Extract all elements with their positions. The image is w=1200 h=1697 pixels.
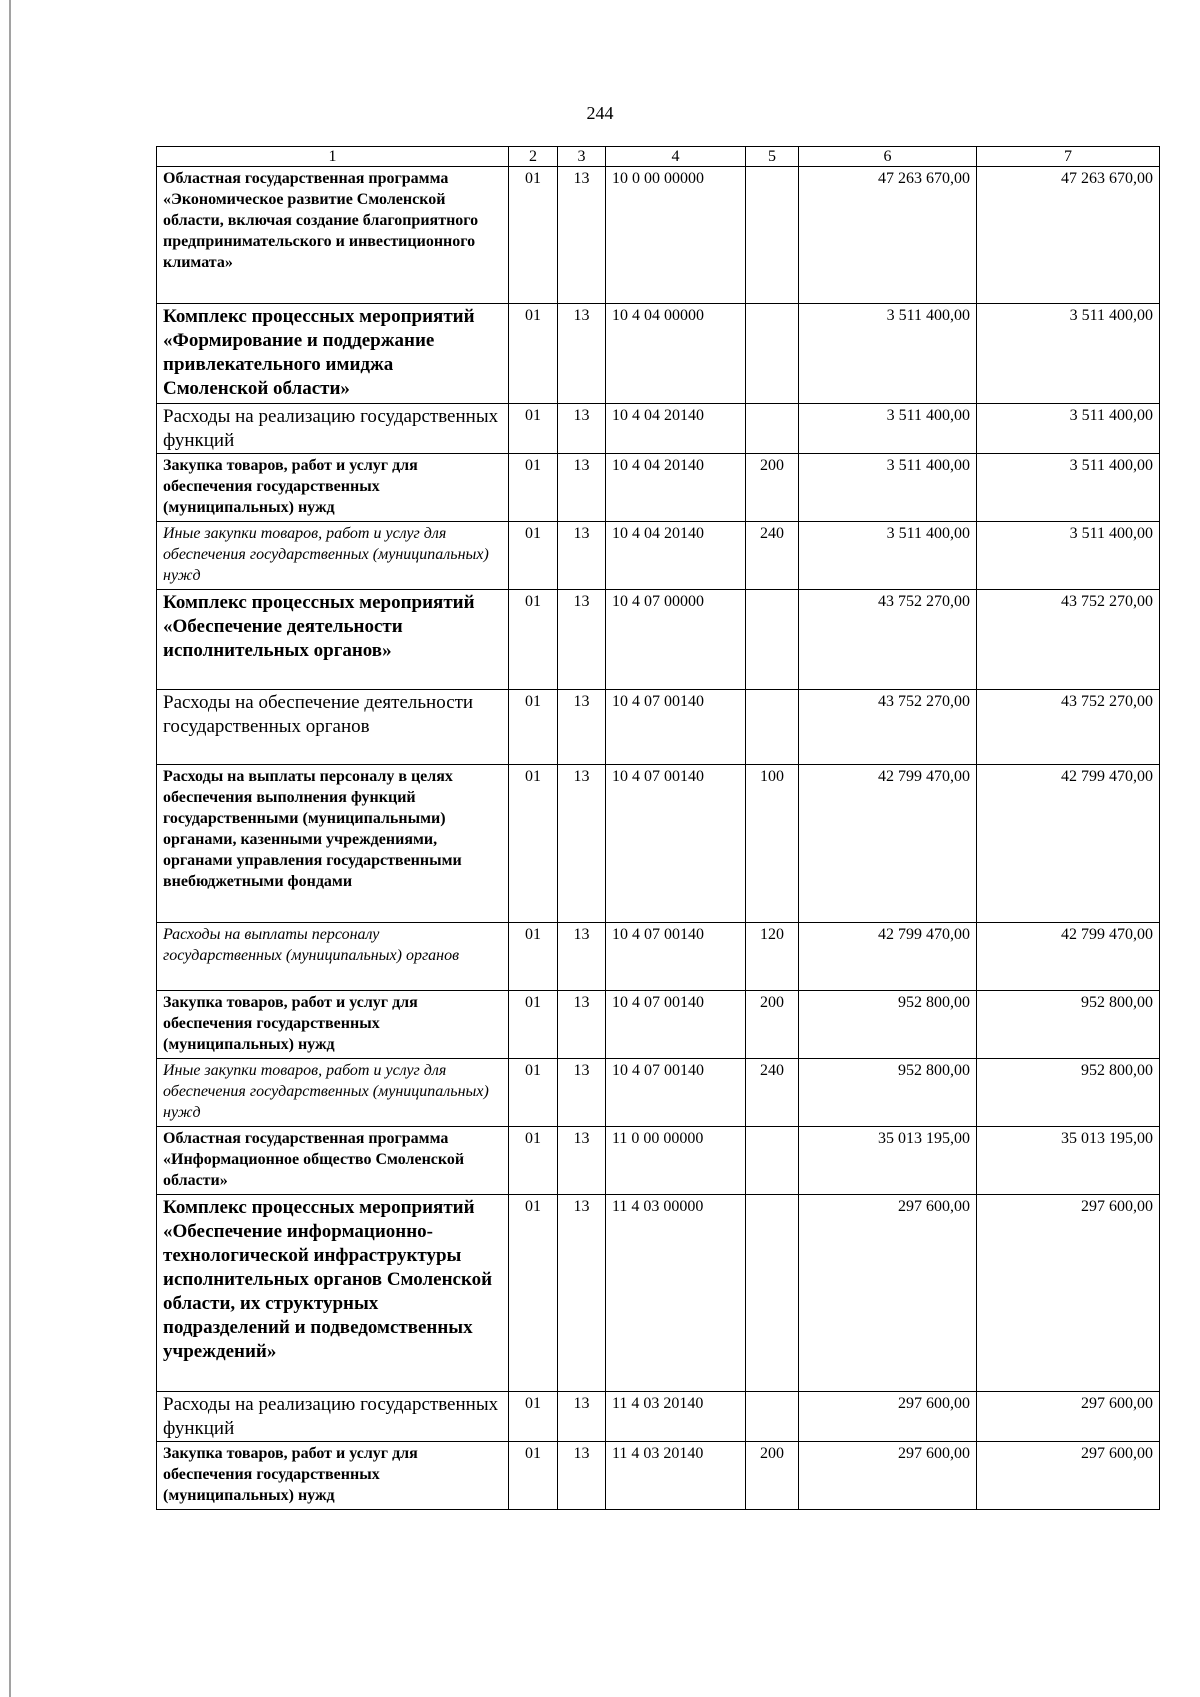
row-name: Комплекс процессных мероприятий «Обеспечение информационно-технологической инфраструктуры исполнительных органов Смоленской области, их структурных подразделений и подведомственных учреждений»: [157, 1195, 509, 1392]
row-section: 01: [509, 522, 558, 590]
row-section: 01: [509, 765, 558, 923]
row-amount-1: 952 800,00: [799, 991, 977, 1059]
row-expense-type: [746, 304, 799, 404]
row-subsection: 13: [558, 167, 606, 304]
table-row: [157, 1442, 1160, 1510]
row-subsection: 13: [558, 765, 606, 923]
row-amount-2: 952 800,00: [977, 1059, 1160, 1127]
row-expense-type: 200: [746, 991, 799, 1059]
row-target-code: 10 4 04 00000: [606, 304, 746, 404]
row-name: Закупка товаров, работ и услуг для обеспечения государственных (муниципальных) нужд: [157, 1442, 509, 1510]
row-section: 01: [509, 1392, 558, 1442]
row-expense-type: [746, 167, 799, 304]
row-amount-1: 43 752 270,00: [799, 590, 977, 690]
column-header-4: 4: [606, 147, 746, 167]
row-subsection: 13: [558, 590, 606, 690]
row-amount-1: 297 600,00: [799, 1195, 977, 1392]
row-amount-2: 3 511 400,00: [977, 304, 1160, 404]
column-header-7: 7: [977, 147, 1160, 167]
row-subsection: 13: [558, 1392, 606, 1442]
row-name: Расходы на выплаты персоналу в целях обеспечения выполнения функций государственными (муниципальными) органами, казенными учреждениями, органами управления государственными внебюджетными фондами: [157, 765, 509, 923]
table-row: [157, 1392, 1160, 1442]
table-row: [157, 304, 1160, 404]
row-amount-2: 47 263 670,00: [977, 167, 1160, 304]
row-name: Иные закупки товаров, работ и услуг для обеспечения государственных (муниципальных) нужд: [157, 1059, 509, 1127]
row-target-code: 10 4 07 00140: [606, 923, 746, 991]
row-expense-type: 200: [746, 454, 799, 522]
row-name: Расходы на обеспечение деятельности государственных органов: [157, 690, 509, 765]
row-target-code: 11 4 03 20140: [606, 1392, 746, 1442]
row-target-code: 11 4 03 20140: [606, 1442, 746, 1510]
row-name: Расходы на выплаты персоналу государственных (муниципальных) органов: [157, 923, 509, 991]
row-name: Расходы на реализацию государственных функций: [157, 404, 509, 454]
row-target-code: 10 4 04 20140: [606, 454, 746, 522]
row-amount-2: 297 600,00: [977, 1442, 1160, 1510]
row-target-code: 10 4 04 20140: [606, 404, 746, 454]
row-target-code: 10 4 07 00140: [606, 765, 746, 923]
row-amount-2: 43 752 270,00: [977, 690, 1160, 765]
row-amount-1: 3 511 400,00: [799, 454, 977, 522]
row-section: 01: [509, 304, 558, 404]
table-row: [157, 690, 1160, 765]
row-subsection: 13: [558, 454, 606, 522]
row-target-code: 10 4 04 20140: [606, 522, 746, 590]
row-section: 01: [509, 991, 558, 1059]
row-section: 01: [509, 1442, 558, 1510]
row-target-code: 11 4 03 00000: [606, 1195, 746, 1392]
column-header-5: 5: [746, 147, 799, 167]
row-expense-type: 200: [746, 1442, 799, 1510]
table-row: [157, 1195, 1160, 1392]
table-row: [157, 167, 1160, 304]
row-subsection: 13: [558, 1195, 606, 1392]
row-section: 01: [509, 590, 558, 690]
row-name: Комплекс процессных мероприятий «Формирование и поддержание привлекательного имиджа Смоленской области»: [157, 304, 509, 404]
row-section: 01: [509, 454, 558, 522]
column-header-2: 2: [509, 147, 558, 167]
row-amount-2: 952 800,00: [977, 991, 1160, 1059]
row-amount-2: 3 511 400,00: [977, 454, 1160, 522]
table-row: [157, 1059, 1160, 1127]
row-amount-1: 43 752 270,00: [799, 690, 977, 765]
row-name: Областная государственная программа «Экономическое развитие Смоленской области, включая создание благоприятного предпринимательского и инвестиционного климата»: [157, 167, 509, 304]
row-amount-2: 42 799 470,00: [977, 923, 1160, 991]
budget-table: [156, 146, 1160, 1510]
row-section: 01: [509, 404, 558, 454]
row-amount-2: 3 511 400,00: [977, 522, 1160, 590]
row-section: 01: [509, 1195, 558, 1392]
row-section: 01: [509, 690, 558, 765]
column-header-1: 1: [157, 147, 509, 167]
row-subsection: 13: [558, 690, 606, 765]
table-row: [157, 522, 1160, 590]
row-subsection: 13: [558, 1442, 606, 1510]
row-name: Комплекс процессных мероприятий «Обеспечение деятельности исполнительных органов»: [157, 590, 509, 690]
row-expense-type: 100: [746, 765, 799, 923]
row-amount-2: 297 600,00: [977, 1195, 1160, 1392]
page-number: 244: [586, 103, 614, 123]
row-subsection: 13: [558, 1059, 606, 1127]
column-header-6: 6: [799, 147, 977, 167]
row-amount-1: 3 511 400,00: [799, 404, 977, 454]
scan-edge-line: [9, 0, 11, 1697]
table-row: [157, 991, 1160, 1059]
row-expense-type: [746, 404, 799, 454]
row-amount-1: 42 799 470,00: [799, 765, 977, 923]
row-amount-1: 3 511 400,00: [799, 522, 977, 590]
row-name: Закупка товаров, работ и услуг для обеспечения государственных (муниципальных) нужд: [157, 454, 509, 522]
row-amount-1: 3 511 400,00: [799, 304, 977, 404]
row-subsection: 13: [558, 1127, 606, 1195]
row-expense-type: [746, 1127, 799, 1195]
row-subsection: 13: [558, 304, 606, 404]
row-subsection: 13: [558, 404, 606, 454]
row-expense-type: 240: [746, 522, 799, 590]
row-amount-1: 297 600,00: [799, 1392, 977, 1442]
row-expense-type: 240: [746, 1059, 799, 1127]
table-row: [157, 923, 1160, 991]
row-name: Закупка товаров, работ и услуг для обеспечения государственных (муниципальных) нужд: [157, 991, 509, 1059]
row-amount-1: 952 800,00: [799, 1059, 977, 1127]
row-name: Областная государственная программа «Информационное общество Смоленской области»: [157, 1127, 509, 1195]
column-header-3: 3: [558, 147, 606, 167]
row-expense-type: [746, 1392, 799, 1442]
row-target-code: 10 4 07 00140: [606, 991, 746, 1059]
row-name: Расходы на реализацию государственных функций: [157, 1392, 509, 1442]
table-row: [157, 454, 1160, 522]
row-amount-1: 297 600,00: [799, 1442, 977, 1510]
row-amount-2: 35 013 195,00: [977, 1127, 1160, 1195]
row-amount-1: 35 013 195,00: [799, 1127, 977, 1195]
table-header-row: [157, 147, 1160, 167]
row-amount-2: 297 600,00: [977, 1392, 1160, 1442]
row-target-code: 10 0 00 00000: [606, 167, 746, 304]
row-amount-2: 3 511 400,00: [977, 404, 1160, 454]
table-row: [157, 590, 1160, 690]
row-target-code: 10 4 07 00140: [606, 690, 746, 765]
row-subsection: 13: [558, 522, 606, 590]
row-name: Иные закупки товаров, работ и услуг для обеспечения государственных (муниципальных) нужд: [157, 522, 509, 590]
row-section: 01: [509, 923, 558, 991]
row-section: 01: [509, 167, 558, 304]
row-amount-1: 42 799 470,00: [799, 923, 977, 991]
row-amount-1: 47 263 670,00: [799, 167, 977, 304]
table-row: [157, 404, 1160, 454]
row-expense-type: 120: [746, 923, 799, 991]
row-subsection: 13: [558, 923, 606, 991]
table-row: [157, 1127, 1160, 1195]
row-expense-type: [746, 590, 799, 690]
row-target-code: 11 0 00 00000: [606, 1127, 746, 1195]
row-section: 01: [509, 1127, 558, 1195]
row-subsection: 13: [558, 991, 606, 1059]
row-target-code: 10 4 07 00140: [606, 1059, 746, 1127]
row-target-code: 10 4 07 00000: [606, 590, 746, 690]
row-expense-type: [746, 1195, 799, 1392]
row-expense-type: [746, 690, 799, 765]
row-section: 01: [509, 1059, 558, 1127]
row-amount-2: 43 752 270,00: [977, 590, 1160, 690]
row-amount-2: 42 799 470,00: [977, 765, 1160, 923]
table-row: [157, 765, 1160, 923]
